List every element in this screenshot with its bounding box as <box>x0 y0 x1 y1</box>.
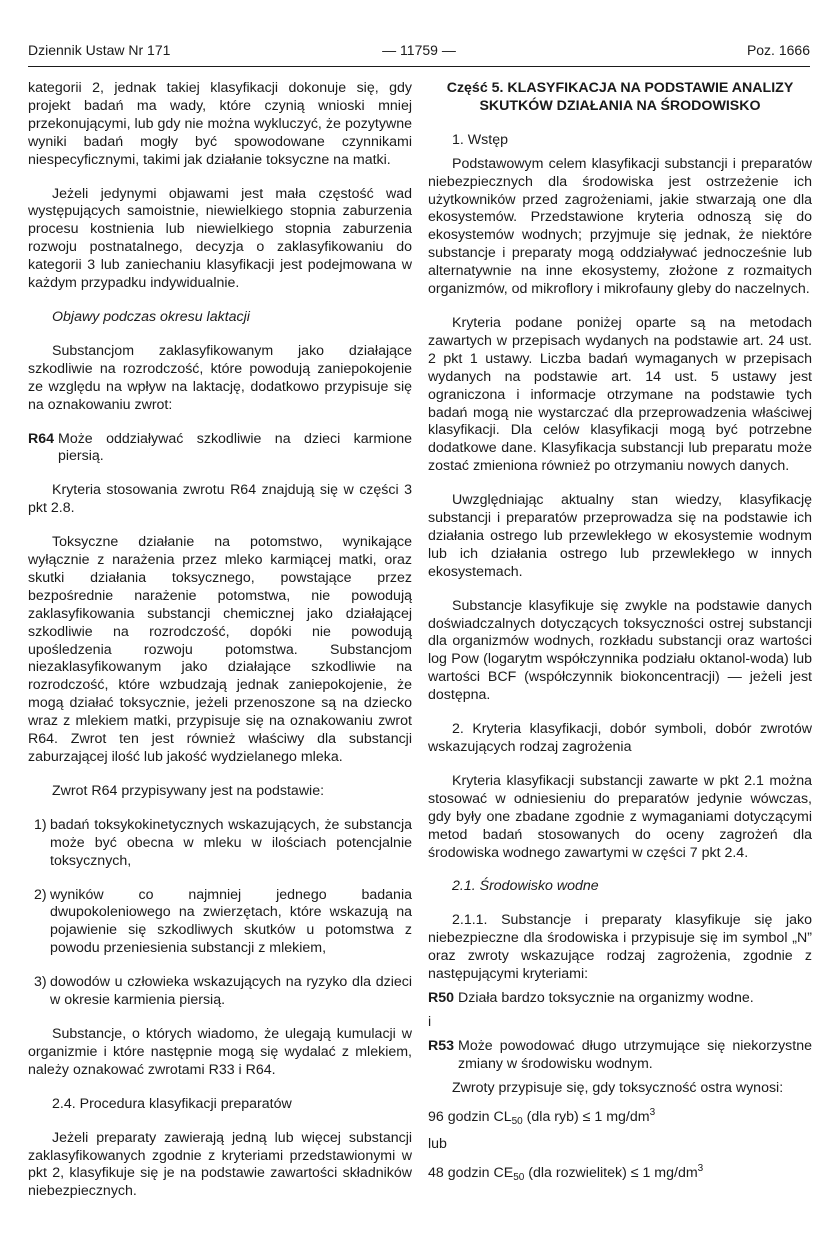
criterion-value: (dla rozwielitek) ≤ 1 mg/dm <box>524 1165 698 1182</box>
paragraph: Zwrot R64 przypisywany jest na podstawie: <box>52 782 325 799</box>
paragraph: 2.1.1. Substancje i preparaty klasyfikuje się jako niebezpieczne dla środowiska i przypisuje się im symbol „N” oraz zwroty wskazujące rodzaj zagrożenia, zgodnie z następującymi kryteriami: <box>428 912 812 983</box>
paragraph: Jeżeli jedynymi objawami jest mała częstość wad występujących samoistnie, niewielkiego stopnia zaburzenia procesu kostnienia lub niewielkiego stopnia zaburzenia rozwoju postnatalnego, decyzja o zaklasyfikowaniu do kategorii 3 lub zaniechaniu klasyfikacji jest podejmowana w każdym przypadku indywidualnie. <box>28 185 412 292</box>
paragraph: Kryteria stosowania zwrotu R64 znajdują się w części 3 pkt 2.8. <box>28 482 412 517</box>
risk-text: Może oddziaływać szkodliwie na dzieci karmione piersią. <box>58 430 412 465</box>
risk-text: Może powodować długo utrzymujące się niekorzystne zmiany w środowisku wodnym. <box>458 1037 812 1072</box>
header-rule <box>28 66 810 67</box>
subscript: 50 <box>511 1115 523 1127</box>
paragraph: kategorii 2, jednak takiej klasyfikacji dokonuje się, gdy projekt badań ma wady, które czynią wnioski mniej przekonującymi, lub gdy nie można wykluczyć, że pozytywne wyniki badań mogły być spowodowane czynnikami niespecyficznymi, takimi jak działanie toksyczne na matki. <box>28 80 412 168</box>
criterion-label: 96 godzin CL <box>428 1108 512 1125</box>
left-column <box>28 80 412 1217</box>
page-number: — 11759 — <box>382 42 456 58</box>
risk-phrase-r53 <box>428 1038 812 1074</box>
criterion-fish <box>428 1104 812 1131</box>
list-text: dowodów u człowieka wskazujących na ryzyko dla dzieci w okresie karmienia piersią. <box>50 974 412 1009</box>
risk-phrase-r50 <box>428 990 812 1008</box>
risk-code: R53 <box>428 1037 455 1054</box>
list-text: badań toksykokinetycznych wskazujących, że substancja może być obecna w mleku w ilościach potencjalnie toksycznych, <box>50 816 412 869</box>
list-text: wyników co najmniej jednego badania dwupokoleniowego na zwierzętach, które wskazują na pojawienie się szkodliwych skutków u potomstwa z powodu przeniesienia substancji z mlekiem, <box>50 886 412 957</box>
paragraph: Substancjom zaklasyfikowanym jako działające szkodliwie na rozrodczość, które powodują zaniepokojenie ze względu na wpływ na laktację, dodatkowo przypisuje się na oznakowaniu zwrot: <box>28 342 412 413</box>
section-heading-1: 1. Wstęp <box>452 131 508 148</box>
criterion-value: (dla ryb) ≤ 1 mg/dm <box>522 1108 650 1125</box>
journal-title: Dziennik Ustaw Nr 171 <box>28 42 171 58</box>
section-heading-2-4: 2.4. Procedura klasyfikacji preparatów <box>52 1095 292 1112</box>
superscript: 3 <box>697 1163 704 1175</box>
paragraph: Uwzględniając aktualny stan wiedzy, klasyfikację substancji i preparatów przeprowadza się na podstawie ich działania ostrego lub przewlekłego w ekosystemie wodnym lub ich działania ostrego lub przewlekłego w innych ekosystemach. <box>428 492 812 580</box>
section-heading-2: 2. Kryteria klasyfikacji, dobór symboli, dobór zwrotów wskazujących rodzaj zagrożenia <box>428 721 812 755</box>
criterion-daphnia <box>428 1160 812 1187</box>
paragraph: Kryteria podane poniżej oparte są na metodach zawartych w przepisach wydanych na podstawie art. 24 ust. 2 pkt 1 ustawy. Liczba badań wymaganych w przepisach wydanych na podstawie art. 14 ust. 5 ustawy jest ograniczona i informacje otrzymane na podstawie tych badań mogą nie wystarczać dla przeprowadzenia właściwej klasyfikacji. Dla celów klasyfikacji mogą być potrzebne dodatkowe dane. Klasyfikacja substancji lub preparatu może zostać zmieniona również po otrzymaniu nowych danych. <box>428 314 812 475</box>
paragraph: Substancje, o których wiadomo, że ulegają kumulacji w organizmie i które następnie mogą się wydalać z mlekiem, należy oznakować zwrotami R33 i R64. <box>28 1025 412 1078</box>
list-item <box>28 887 412 959</box>
list-number: 3) <box>34 974 47 991</box>
list-number: 1) <box>34 816 47 833</box>
right-column <box>428 80 812 1193</box>
subheading-lactation: Objawy podczas okresu laktacji <box>52 308 250 325</box>
paragraph: Podstawowym celem klasyfikacji substancji i preparatów niebezpiecznych dla środowiska jest ostrzeżenie ich użytkowników przed zagrożeniami, jakie stwarzają one dla ekosystemów. Przedstawione kryteria odnoszą się do ekosystemów wodnych; przyjmuje się jednak, że niektóre substancje i preparaty mogą oddziaływać jednocześnie lub alternatywnie na inne ekosystemy, złożone z rozmaitych organizmów, od mikroflory i mikrofauny gleby do naczelnych. <box>428 155 812 298</box>
subscript: 50 <box>513 1172 525 1184</box>
paragraph: Kryteria klasyfikacji substancji zawarte w pkt 2.1 można stosować w odniesieniu do preparatów jedynie wówczas, gdy były one zbadane zgodnie z wymaganiami dotyczącymi metod badań stosowanych do oceny zagrożeń dla środowiska wodnego zawartymi w części 7 pkt 2.4. <box>428 772 812 861</box>
superscript: 3 <box>649 1106 656 1118</box>
section-heading-2-1: 2.1. Środowisko wodne <box>452 878 599 895</box>
conjunction: i <box>428 1013 432 1030</box>
conjunction: lub <box>428 1136 447 1153</box>
part-5-title: Część 5. KLASYFIKACJA NA PODSTAWIE ANALIZY SKUTKÓW DZIAŁANIA NA ŚRODOWISKO <box>446 80 794 114</box>
paragraph: Toksyczne działanie na potomstwo, wynikające wyłącznie z narażenia przez mleko karmiącej matki, oraz skutki działania toksycznego, powstające przez bezpośrednie narażenie potomstwa, nie powodują zaklasyfikowania substancji chemicznej jako działającej szkodliwie na rozrodczość, dopóki nie powodują upośledzenia rozwoju potomstwa. Substancjom niezaklasyfikowanym jako działające szkodliwie na rozrodczość, które wzbudzają jednak zaniepokojenie, że mogą działać toksycznie, jeżeli przenoszone są na dziecko wraz z mlekiem matki, przypisuje się na oznakowaniu zwrot R64. Zwrot ten jest również właściwy dla substancji zaburzającej ilość lub jakość wydzielanego mleka. <box>28 534 412 765</box>
paragraph: Jeżeli preparaty zawierają jedną lub więcej substancji zaklasyfikowanych zgodnie z kryteriami przedstawionymi w pkt 2, klasyfikuje się je na podstawie zawartości składników niebezpiecznych. <box>28 1129 412 1200</box>
risk-text: Działa bardzo toksycznie na organizmy wodne. <box>457 989 754 1006</box>
paragraph: Substancje klasyfikuje się zwykle na podstawie danych doświadczalnych dotyczących toksyczności ostrej substancji dla organizmów wodnych, rozkładu substancji oraz wartości log Pow (logarytm współczynnika podziału oktanol-woda) lub wartości BCF (współczynnik biokoncentracji) — jeżeli jest dostępna. <box>428 597 812 704</box>
list-item <box>28 974 412 1010</box>
risk-phrase-r64 <box>28 431 412 467</box>
page-header <box>28 40 810 60</box>
criterion-label: 48 godzin CE <box>428 1165 514 1182</box>
risk-code: R50 <box>428 989 455 1006</box>
paragraph: Zwroty przypisuje się, gdy toksyczność ostra wynosi: <box>452 1079 784 1096</box>
risk-code: R64 <box>28 430 55 447</box>
list-number: 2) <box>34 886 47 903</box>
list-item <box>28 817 412 871</box>
position-number: Poz. 1666 <box>746 42 810 58</box>
